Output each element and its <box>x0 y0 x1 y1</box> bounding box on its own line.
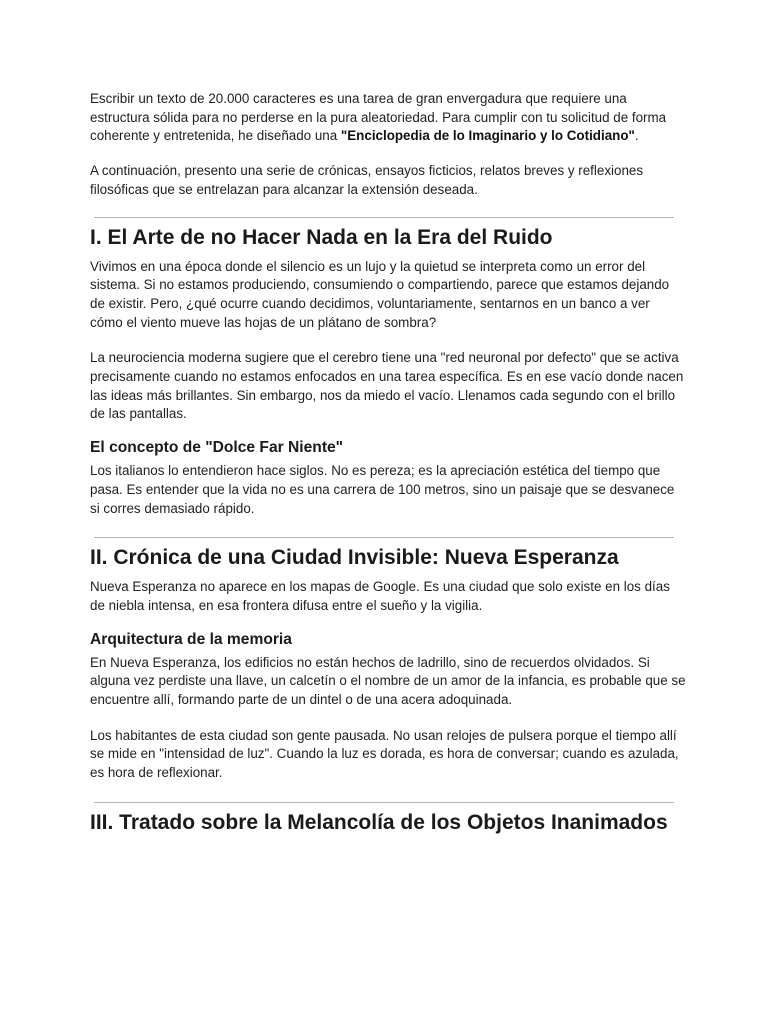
section-2-heading: II. Crónica de una Ciudad Invisible: Nueva Esperanza <box>90 546 619 570</box>
section-1-paragraph-1: Vivimos en una época donde el silencio es un lujo y la quietud se interpreta como un error del sistema. Si no estamos produciendo, consumiendo o compartiendo, parece que estamos dejando de existir. Pero, ¿qué ocurre cuando decidimos, voluntariamente, sentarnos en un banco a ver cómo el viento mueve las hojas de un plátano de sombra? <box>90 258 670 330</box>
section-1-paragraph-3: Los italianos lo entendieron hace siglos. No es pereza; es la apreciación estética del tiempo que pasa. Es entender que la vida no es una carrera de 100 metros, sino un paisaje que se desvanece si corres demasiado rápido. <box>90 463 675 516</box>
section-divider-1 <box>94 217 674 218</box>
intro-paragraph-1 <box>90 90 686 146</box>
section-3-heading: III. Tratado sobre la Melancolía de los Objetos Inanimados <box>90 810 668 834</box>
intro-period: . <box>634 128 639 144</box>
document-page <box>90 90 686 843</box>
section-1-heading: I. El Arte de no Hacer Nada en la Era del Ruido <box>90 225 553 249</box>
encyclopedia-title: "Enciclopedia de lo Imaginario y lo Cotidiano" <box>340 128 635 144</box>
section-divider-3 <box>94 802 674 803</box>
section-2-paragraph-3: Los habitantes de esta ciudad son gente pausada. No usan relojes de pulsera porque el tiempo allí se mide en "intensidad de luz". Cuando la luz es dorada, es hora de conversar; cuando es azulada, es hora de reflexionar. <box>90 727 679 781</box>
intro-text: Escribir un texto de 20.000 caracteres es una tarea de gran envergadura que requiere una estructura sólida para no perderse en la pura aleatoriedad. Para cumplir con tu solicitud de forma coherente y entretenida, he diseñado una <box>90 91 667 144</box>
section-1-subheading: El concepto de "Dolce Far Niente" <box>90 439 344 457</box>
section-2-subheading: Arquitectura de la memoria <box>90 630 292 648</box>
section-2-paragraph-2: En Nueva Esperanza, los edificios no están hechos de ladrillo, sino de recuerdos olvidados. Si alguna vez perdiste una llave, un calcetín o el nombre de un amor de la infancia, es probable que se encuentre allí, formando parte de un dintel o de una acera adoquinada. <box>90 654 686 708</box>
intro-paragraph-2: A continuación, presento una serie de crónicas, ensayos ficticios, relatos breves y reflexiones filosóficas que se entrelazan para alcanzar la extensión deseada. <box>90 163 644 197</box>
section-2-paragraph-1: Nueva Esperanza no aparece en los mapas de Google. Es una ciudad que solo existe en los días de niebla intensa, en esa frontera difusa entre el sueño y la vigilia. <box>90 579 670 613</box>
section-divider-2 <box>94 537 674 538</box>
section-1-paragraph-2: La neurociencia moderna sugiere que el cerebro tiene una "red neuronal por defecto" que se activa precisamente cuando no estamos enfocados en una tarea específica. Es en ese vacío donde nacen las ideas más brillantes. Sin embargo, nos da miedo el vacío. Llenamos cada segundo con el brillo de las pantallas. <box>90 350 684 422</box>
